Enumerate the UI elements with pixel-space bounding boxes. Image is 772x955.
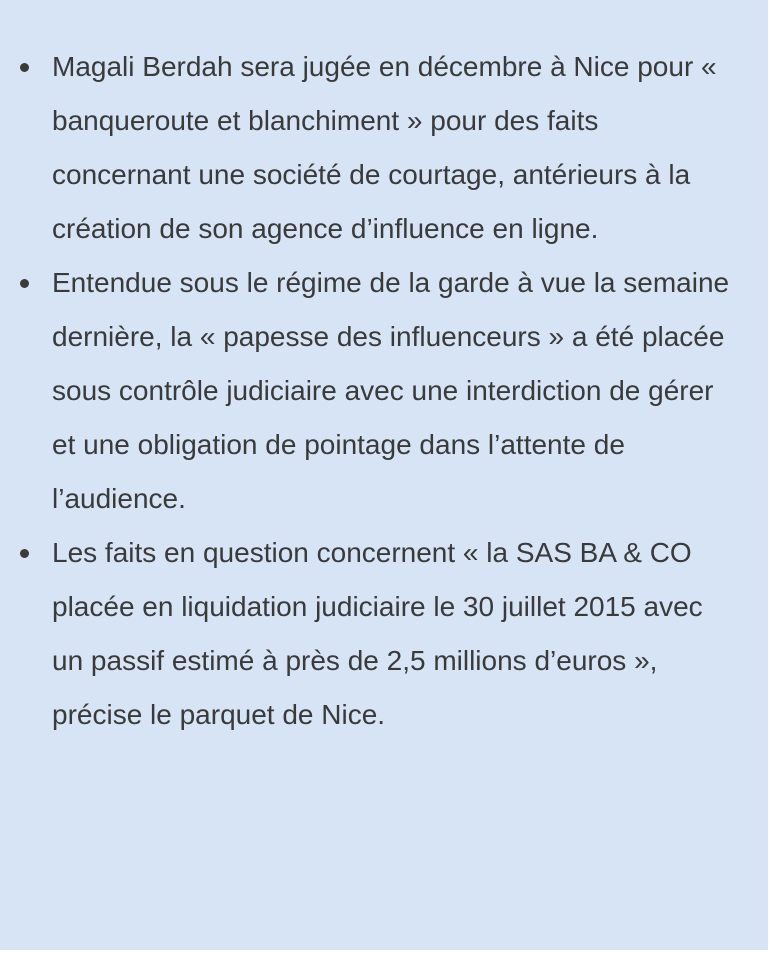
bullet-dot-icon: [20, 63, 29, 72]
summary-bullet-list: [0, 40, 768, 742]
bullet-dot-icon: [20, 549, 29, 558]
summary-bullet-text: Magali Berdah sera jugée en décembre à Nice pour « banqueroute et blanchiment » pour des faits concernant une société de courtage, antérieurs à la création de son agence d’influence en ligne.: [52, 51, 717, 244]
summary-bullet-text: Les faits en question concernent « la SAS BA & CO placée en liquidation judiciaire le 30 juillet 2015 avec un passif estimé à près de 2,5 millions d’euros », précise le parquet de Nice.: [52, 537, 703, 730]
bullet-dot-icon: [20, 279, 29, 288]
summary-bullet-1: [0, 40, 768, 256]
summary-bullet-3: [0, 526, 768, 742]
summary-bullet-2: [0, 256, 768, 526]
summary-bullet-text: Entendue sous le régime de la garde à vue la semaine dernière, la « papesse des influenceurs » a été placée sous contrôle judiciaire avec une interdiction de gérer et une obligation de pointage dans l’attente de l’audience.: [52, 267, 730, 514]
